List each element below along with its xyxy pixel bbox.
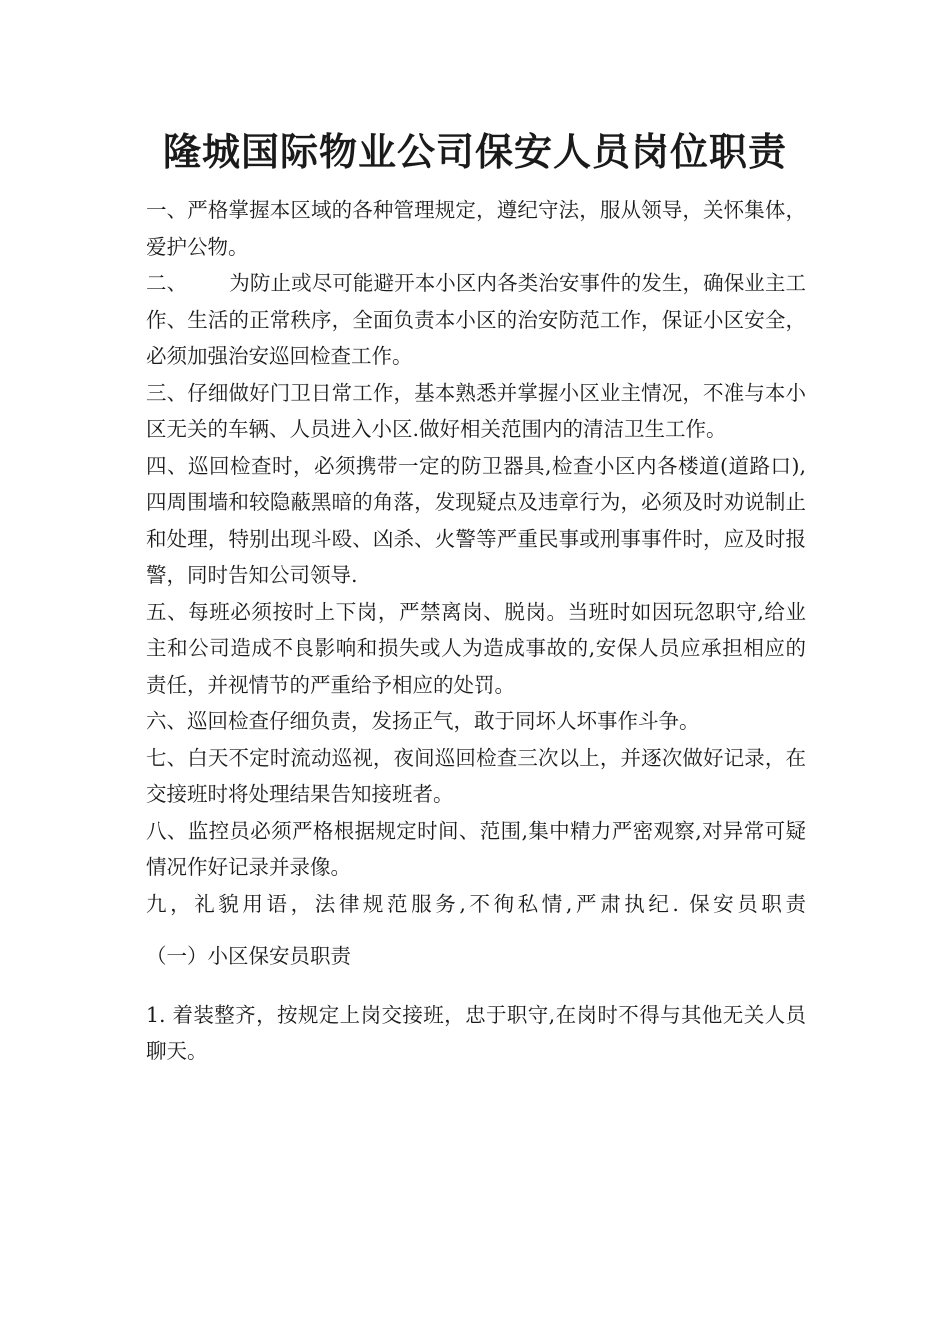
section-label: 保安员职责 xyxy=(689,891,806,916)
duty-item-7: 七、白天不定时流动巡视，夜间巡回检查三次以上，并逐次做好记录，在交接班时将处理结果告知接班者。 xyxy=(146,745,806,806)
duty-item-4: 四、巡回检查时，必须携带一定的防卫器具,检查小区内各楼道(道路口),四周围墙和较隐蔽黑暗的角落，发现疑点及违章行为，必须及时劝说制止和处理，特别出现斗殴、凶杀、火警等严重民事或刑事事件时，应及时报警，同时告知公司领导. xyxy=(146,453,806,587)
duty-item-9-text: 九，礼貌用语，法律规范服务,不徇私情,严肃执纪. xyxy=(146,891,679,916)
document-title: 隆城国际物业公司保安人员岗位职责 xyxy=(162,129,787,174)
duty-item-3: 三、仔细做好门卫日常工作，基本熟悉并掌握小区业主情况，不准与本小区无关的车辆、人员进入小区.做好相关范围内的清洁卫生工作。 xyxy=(146,380,806,441)
duty-item-8: 八、监控员必须严格根据规定时间、范围,集中精力严密观察,对异常可疑情况作好记录并录像。 xyxy=(146,818,806,879)
document-body xyxy=(146,192,806,1070)
duty-item-1: 一、严格掌握本区域的各种管理规定，遵纪守法，服从领导，关怀集体，爱护公物。 xyxy=(146,198,806,259)
duty-item-2 xyxy=(146,265,806,375)
duty-item-9 xyxy=(146,886,806,923)
duty-item-2-number: 二、 xyxy=(146,271,188,295)
duty-item-6: 六、巡回检查仔细负责，发扬正气，敢于同坏人坏事作斗争。 xyxy=(146,709,700,733)
duty-item-2-text: 为防止或尽可能避开本小区内各类治安事件的发生，确保业主工作、生活的正常秩序，全面负责本小区的治安防范工作，保证小区安全，必须加强治安巡回检查工作。 xyxy=(146,271,807,368)
sub-item-1: 1. 着装整齐，按规定上岗交接班，忠于职守,在岗时不得与其他无关人员聊天。 xyxy=(146,1002,806,1063)
duty-item-5: 五、每班必须按时上下岗，严禁离岗、脱岗。当班时如因玩忽职守,给业主和公司造成不良影响和损失或人为造成事故的,安保人员应承担相应的责任，并视情节的严重给予相应的处罚。 xyxy=(146,599,806,697)
section-heading: （一）小区保安员职责 xyxy=(146,944,351,968)
